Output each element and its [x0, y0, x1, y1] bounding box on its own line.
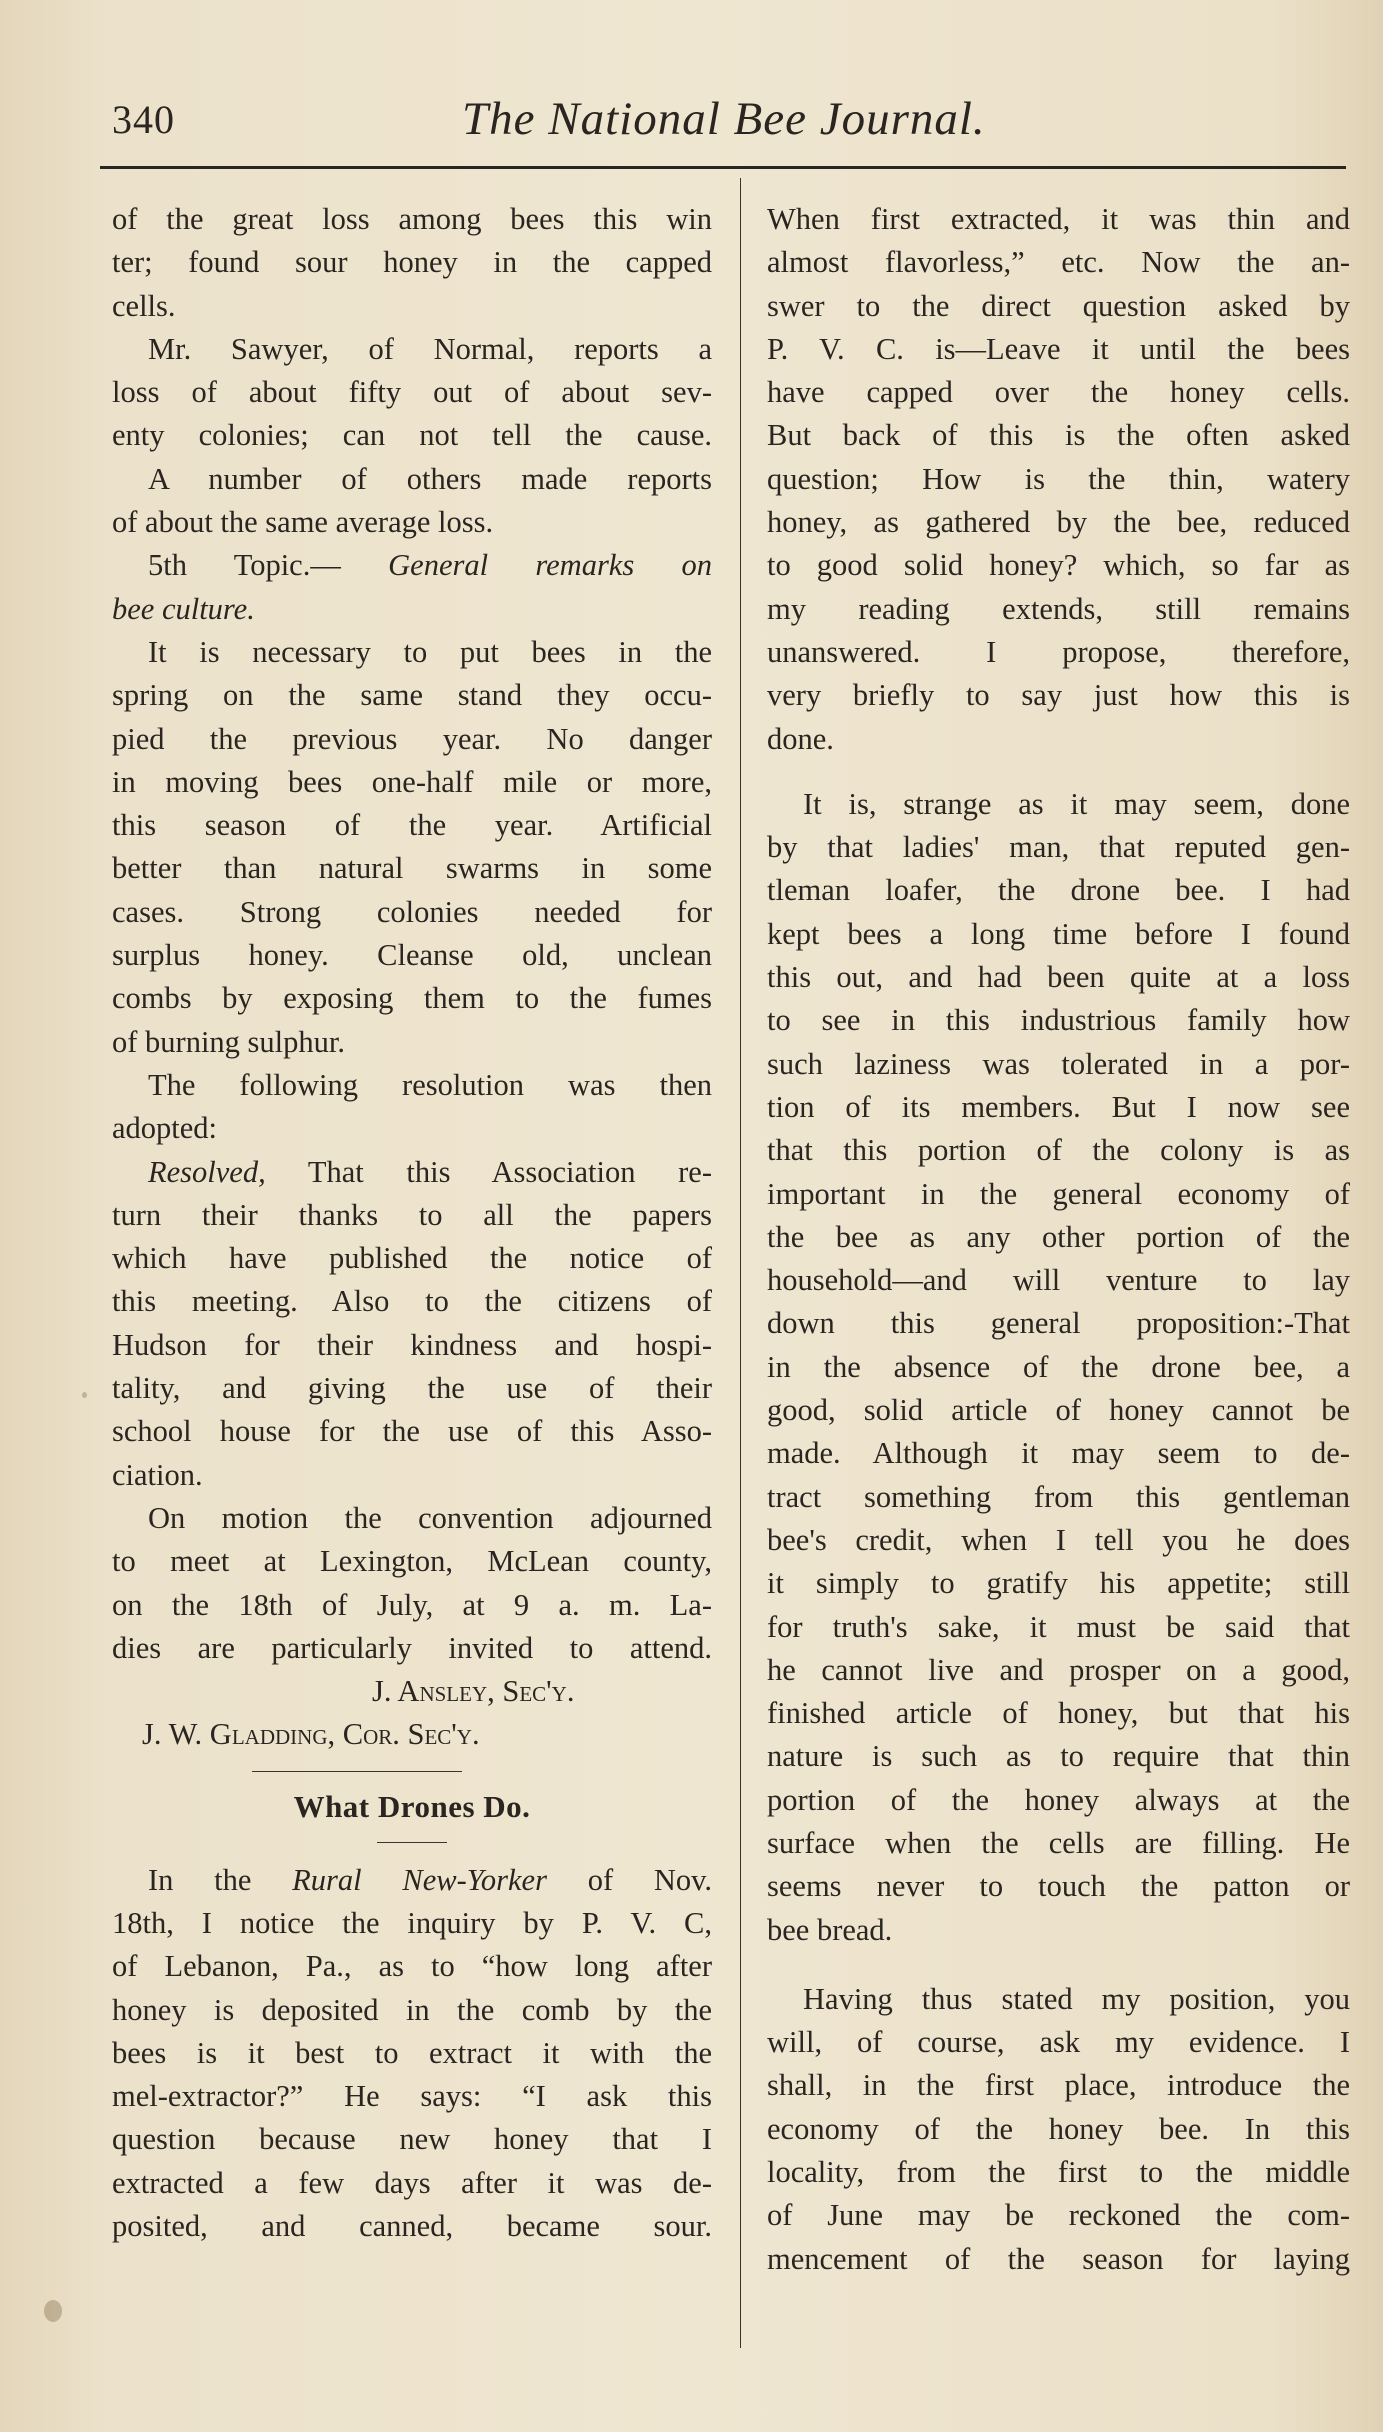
text-line: on the 18th of July, at 9 a. m. La- [112, 1587, 712, 1622]
text-line: Mr. Sawyer, of Normal, reports a [148, 331, 712, 366]
text-line: tion of its members. But I now see [767, 1089, 1350, 1124]
text-line: finished article of honey, but that his [767, 1696, 1350, 1731]
text-line: spring on the same stand they occu- [112, 678, 712, 713]
text-line: for truth's sake, it must be said that [767, 1609, 1350, 1644]
text-line: tract something from this gentleman [767, 1479, 1350, 1514]
page-header [112, 92, 1022, 152]
text-line: to meet at Lexington, McLean county, [112, 1544, 712, 1579]
text-line: Having thus stated my position, you [803, 1981, 1350, 2016]
text-line: cases. Strong colonies needed for [112, 894, 712, 929]
signature-cor-secretary: J. W. Gladding, Cor. Sec'y. [142, 1717, 480, 1752]
text-line: When first extracted, it was thin and [767, 202, 1350, 236]
text-line: of the great loss among bees this win [112, 202, 712, 236]
article-heading: What Drones Do. [293, 1788, 531, 1824]
paragraph-gap [767, 1952, 1350, 1978]
text-line: this meeting. Also to the citizens of [112, 1284, 712, 1319]
text-line: ciation. [112, 1457, 203, 1492]
text-line: A number of others made reports [148, 461, 712, 496]
text-line: loss of about fifty out of about sev- [112, 375, 712, 410]
article-first-line [112, 1859, 712, 1902]
text-line: honey, as gathered by the bee, reduced [767, 505, 1350, 540]
text-line: such laziness was tolerated in a por- [767, 1046, 1350, 1081]
text-line: my reading extends, still remains [767, 591, 1350, 626]
text-line: ter; found sour honey in the capped [112, 245, 712, 280]
text-line: bees is it best to extract it with the [112, 2035, 712, 2070]
article-text: of Nov. [587, 1862, 712, 1897]
text-line: which have published the notice of [112, 1241, 712, 1276]
paper-stain [44, 2300, 62, 2322]
text-line: bee's credit, when I tell you he does [767, 1522, 1350, 1557]
topic-title-cont: bee culture. [112, 591, 255, 626]
article-text: In the [148, 1862, 252, 1897]
left-column [112, 198, 712, 2248]
text-line: done. [767, 721, 834, 756]
text-line: bee bread. [767, 1912, 893, 1947]
text-line: question because new honey that I [112, 2122, 712, 2157]
text-line: good, solid article of honey cannot be [767, 1393, 1350, 1428]
text-line: he cannot live and prosper on a good, [767, 1652, 1350, 1687]
text-line: unanswered. I propose, therefore, [767, 634, 1350, 669]
text-line: surface when the cells are filling. He [767, 1825, 1350, 1860]
text-line: On motion the convention adjourned [148, 1500, 712, 1535]
text-line: Hudson for their kindness and hospi- [112, 1327, 712, 1362]
text-line: it simply to gratify his appetite; still [767, 1566, 1350, 1601]
text-line: shall, in the first place, introduce the [767, 2068, 1350, 2103]
resolved-word: Resolved, [148, 1154, 266, 1189]
text-line: tality, and giving the use of their [112, 1371, 712, 1406]
text-line: portion of the honey always at the [767, 1782, 1350, 1817]
text-line: extracted a few days after it was de- [112, 2165, 712, 2200]
text-line: 18th, I notice the inquiry by P. V. C, [112, 1905, 712, 1940]
text-line: mencement of the season for laying [767, 2241, 1350, 2276]
heading-rule-bottom [377, 1842, 447, 1843]
text-line: almost flavorless,” etc. Now the an- [767, 245, 1350, 280]
text-line: cells. [112, 288, 176, 323]
page-number: 340 [112, 97, 175, 142]
text-line: better than natural swarms in some [112, 851, 712, 886]
topic-line [112, 544, 712, 587]
text-line: pied the previous year. No danger [112, 721, 712, 756]
text-line: kept bees a long time before I found [767, 916, 1350, 951]
text-line: locality, from the first to the middle [767, 2155, 1350, 2190]
text-line: turn their thanks to all the papers [112, 1197, 712, 1232]
text-line: The following resolution was then [148, 1067, 712, 1102]
text-line: by that ladies' man, that reputed gen- [767, 830, 1350, 865]
journal-title: The National Bee Journal. [462, 93, 986, 145]
topic-title: General remarks on [388, 548, 712, 583]
text-line: very briefly to say just how this is [767, 678, 1350, 713]
text-line: honey is deposited in the comb by the [112, 1992, 712, 2027]
text-line: enty colonies; can not tell the cause. [112, 418, 712, 453]
text-line: to good solid honey? which, so far as [767, 548, 1350, 583]
text-line: in the absence of the drone bee, a [767, 1349, 1350, 1384]
text-line: of Lebanon, Pa., as to “how long after [112, 1949, 712, 1984]
header-rule [100, 166, 1346, 169]
text-line: this season of the year. Artificial [112, 808, 712, 843]
text-line: But back of this is the often asked [767, 418, 1350, 453]
paragraph-gap [767, 761, 1350, 783]
publication-name: Rural New-Yorker [292, 1862, 547, 1897]
text-line: of about the same average loss. [112, 505, 494, 540]
text-line: swer to the direct question asked by [767, 288, 1350, 323]
right-column [767, 198, 1350, 2281]
text-line: made. Although it may seem to de- [767, 1436, 1350, 1471]
text-line: this out, and had been quite at a loss [767, 960, 1350, 995]
text-line: down this general proposition:-That [767, 1306, 1350, 1341]
text-line: adopted: [112, 1111, 218, 1146]
paper-stain [82, 1392, 87, 1398]
column-divider [740, 178, 741, 2348]
text-line: seems never to touch the patton or [767, 1869, 1350, 1904]
text-line: the bee as any other portion of the [767, 1219, 1350, 1254]
text-line: household—and will venture to lay [767, 1263, 1350, 1298]
text-line: tleman loafer, the drone bee. I had [767, 873, 1350, 908]
text-line: nature is such as to require that thin [767, 1739, 1350, 1774]
text-line: question; How is the thin, watery [767, 461, 1350, 496]
text-line: mel-extractor?” He says: “I ask this [112, 2079, 712, 2114]
text-line: have capped over the honey cells. [767, 375, 1350, 410]
text-line: economy of the honey bee. In this [767, 2111, 1350, 2146]
topic-label: 5th Topic.— [148, 548, 341, 583]
text-line: dies are particularly invited to attend. [112, 1630, 712, 1665]
resolved-text: That this Association re- [307, 1154, 712, 1189]
text-line: to see in this industrious family how [767, 1003, 1350, 1038]
text-line: It is, strange as it may seem, done [803, 786, 1350, 821]
text-line: of burning sulphur. [112, 1024, 345, 1059]
text-line: combs by exposing them to the fumes [112, 981, 712, 1016]
text-line: that this portion of the colony is as [767, 1133, 1350, 1168]
text-line: in moving bees one-half mile or more, [112, 764, 712, 799]
text-line: posited, and canned, became sour. [112, 2209, 712, 2244]
text-line: of June may be reckoned the com- [767, 2198, 1350, 2233]
text-line: It is necessary to put bees in the [148, 634, 712, 669]
resolution-line [112, 1151, 712, 1194]
signature-secretary: J. Ansley, Sec'y. [372, 1674, 575, 1709]
text-line: will, of course, ask my evidence. I [767, 2025, 1350, 2060]
text-line: P. V. C. is—Leave it until the bees [767, 331, 1350, 366]
text-line: surplus honey. Cleanse old, unclean [112, 938, 712, 973]
text-line: important in the general economy of [767, 1176, 1350, 1211]
text-line: school house for the use of this Asso- [112, 1414, 712, 1449]
